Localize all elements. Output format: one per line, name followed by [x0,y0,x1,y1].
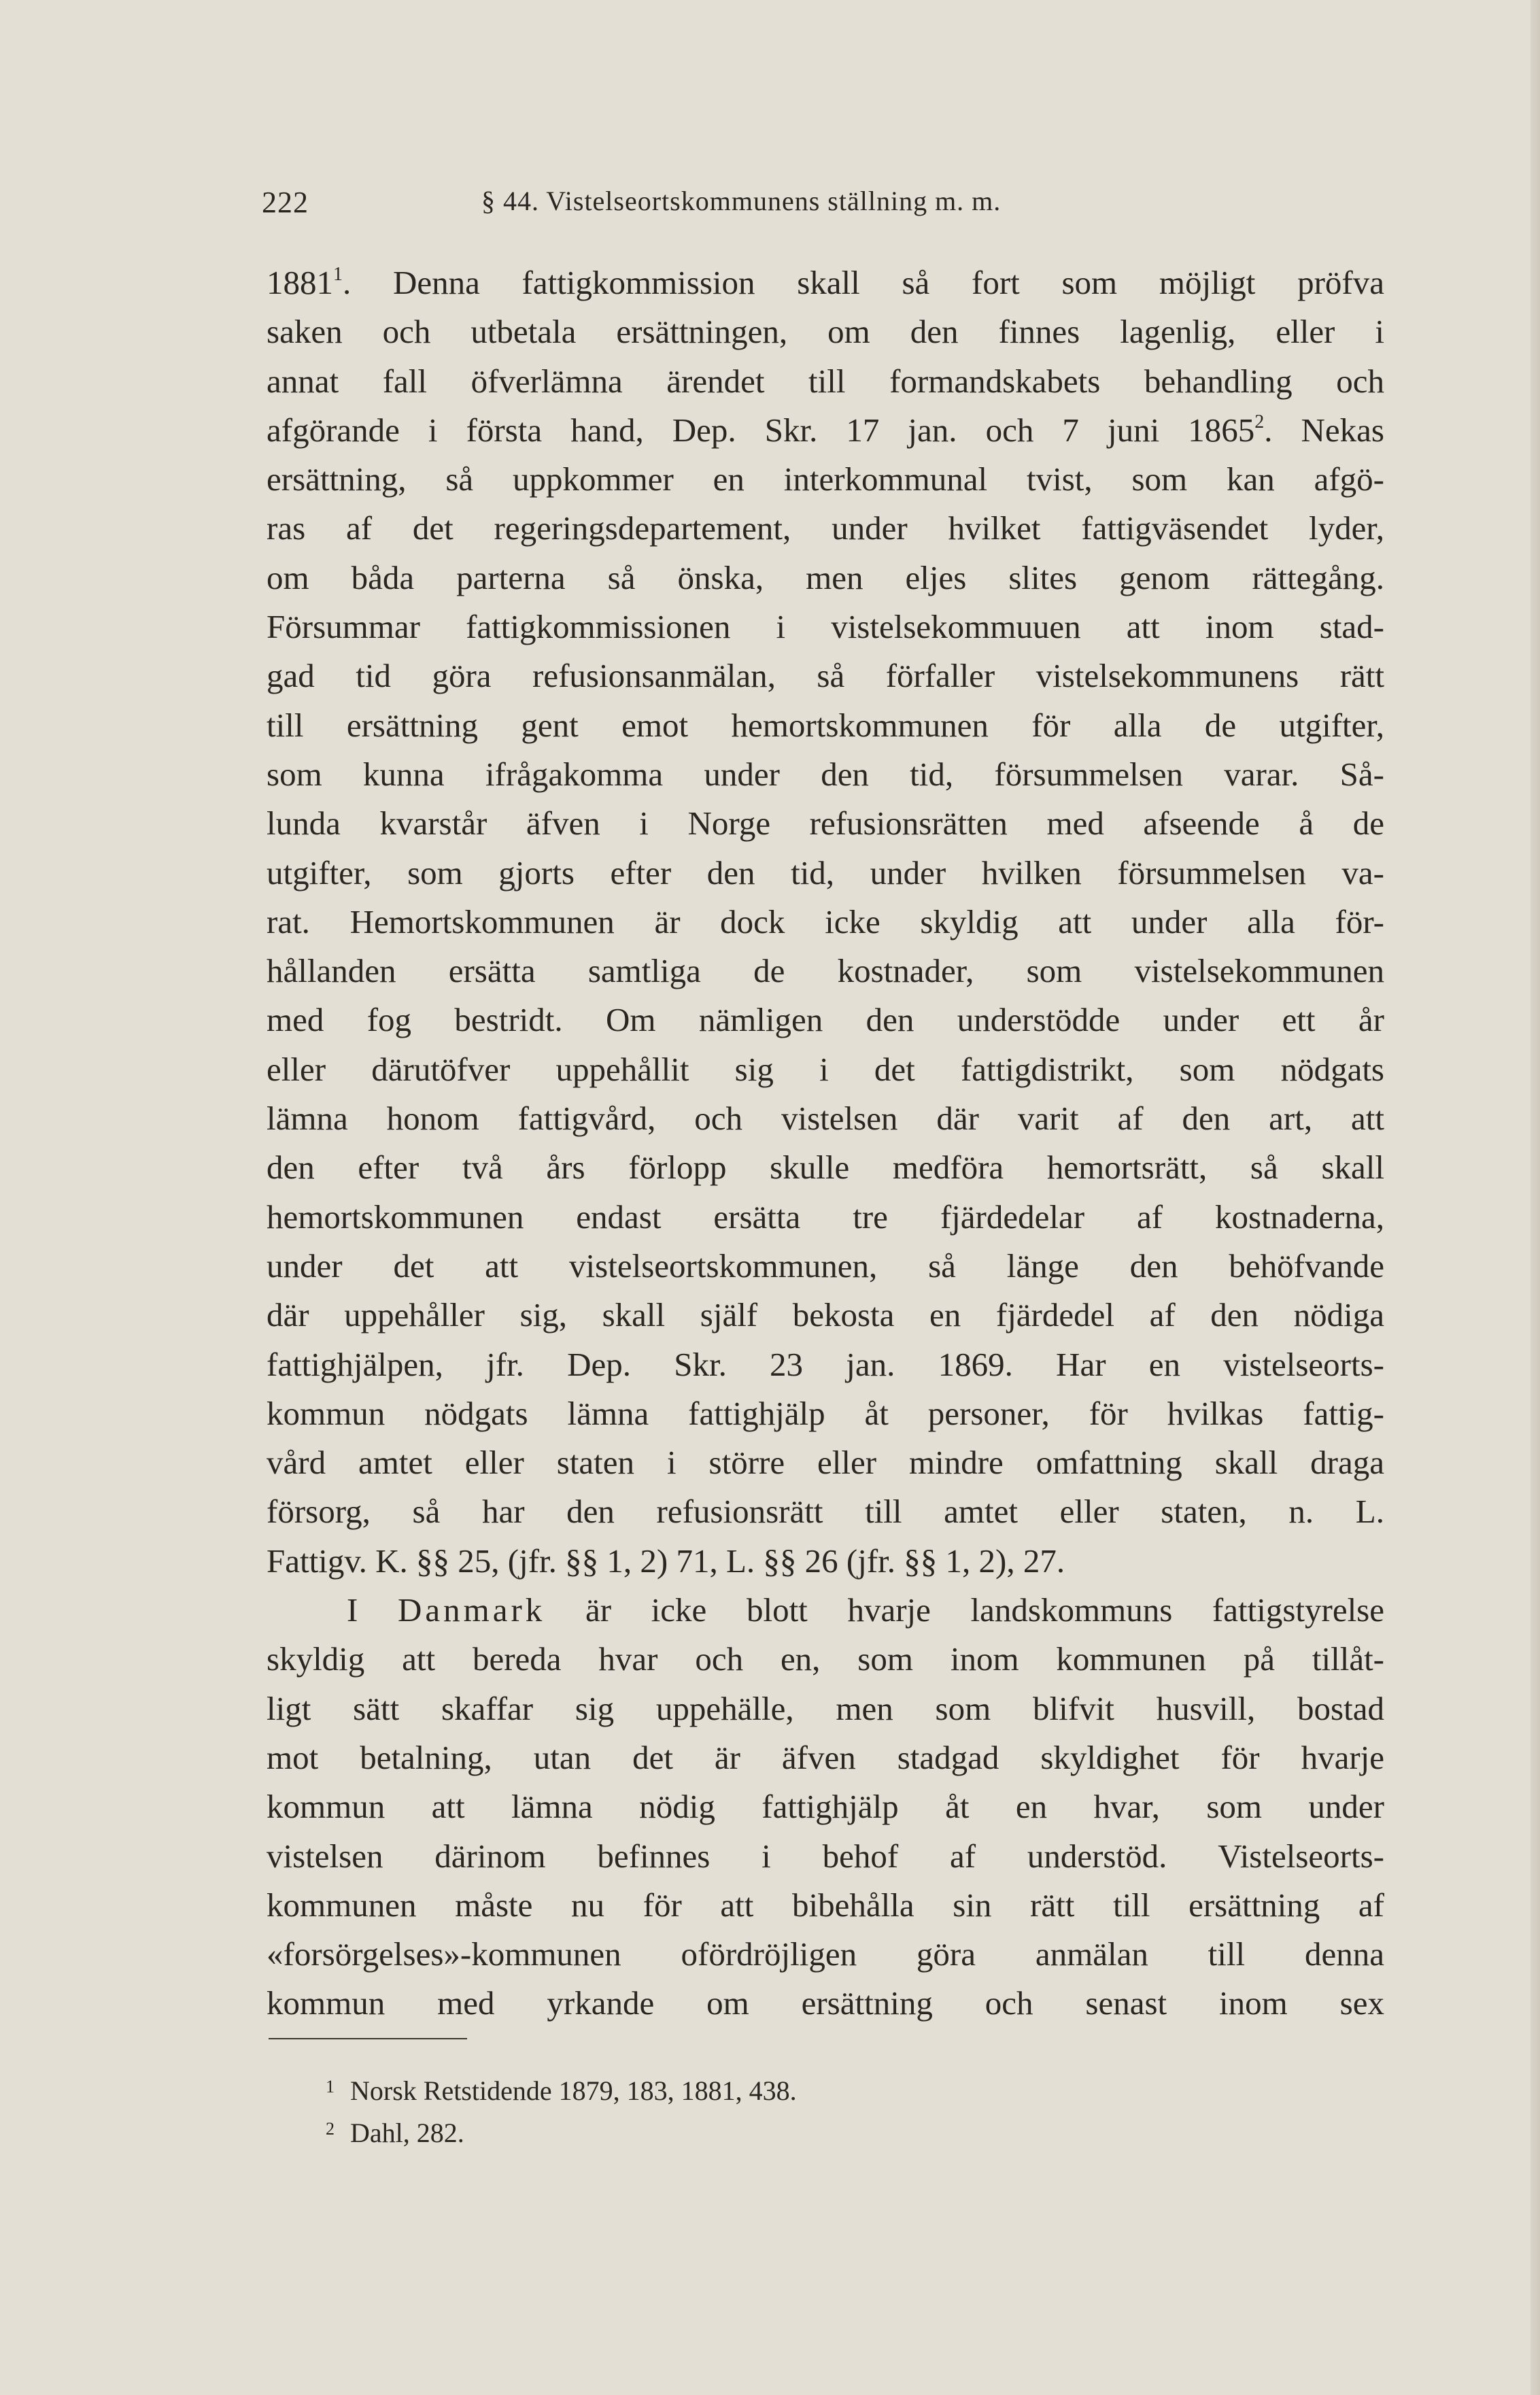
text-line: om båda parterna så önska, men eljes slites genom rättegång. [267,558,1384,596]
text-line: afgörande i första hand, Dep. Skr. 17 jan. och 7 juni 1865$^2$. Nekas [267,411,1384,449]
text-line: I Danmark är icke blott hvarje landskommuns fattigstyrelse [347,1591,1384,1629]
text-line: under det att vistelseortskommunen, så länge den behöfvande [267,1246,1384,1285]
text-line: fattighjälpen, jfr. Dep. Skr. 23 jan. 1869. Har en vistelseorts- [267,1345,1384,1383]
page-number: 222 [262,186,309,219]
text-line: där uppehåller sig, skall själf bekosta en fjärdedel af den nödiga [267,1296,1384,1334]
text-line: kommun med yrkande om ersättning och senast inom sex [267,1984,1384,2022]
footnote-mark: 2 [326,2119,335,2139]
text-line: ersättning, så uppkommer en interkommunal tvist, som kan afgö- [267,460,1384,498]
text-line: vistelsen därinom befinnes i behof af understöd. Vistelseorts- [267,1837,1384,1875]
text-line: ras af det regeringsdepartement, under hvilket fattigväsendet lyder, [267,509,1384,547]
text-line: 1881$^1$. Denna fattigkommission skall så fort som möjligt pröfva [267,264,1384,301]
text-line: lunda kvarstår äfven i Norge refusionsrätten med afseende å de [267,804,1384,843]
text-line: hemortskommunen endast ersätta tre fjärdedelar af kostnaderna, [267,1198,1384,1236]
text-line: till ersättning gent emot hemortskommunen för alla de utgifter, [267,706,1384,744]
text-line: eller därutöfver uppehållit sig i det fattigdistrikt, som nödgats [267,1050,1384,1088]
body-text [267,258,1384,2028]
text-line: annat fall öfverlämna ärendet till formandskabets behandling och [267,362,1384,400]
section-title: § 44. Vistelseortskommunens ställning m. m. [481,186,1002,216]
text-line: skyldig att bereda hvar och en, som inom kommunen på tillåt- [267,1640,1384,1678]
text-line: Fattigv. K. §§ 25, (jfr. §§ 1, 2) 71, L. §§ 26 (jfr. §§ 1, 2), 27. [267,1542,1065,1580]
footnote-ref: 2 [1254,411,1265,432]
running-head [262,175,1350,223]
text-line: «forsörgelses»-kommunen ofördröjligen göra anmälan till denna [267,1935,1384,1973]
text-line: Försummar fattigkommissionen i vistelsekommuuen att inom stad- [267,608,1384,646]
page-edge-shadow [1530,0,1540,2395]
text-line: som kunna ifrågakomma under den tid, försummelsen varar. Så- [267,755,1384,793]
text-line: rat. Hemortskommunen är dock icke skyldig att under alla för- [267,902,1384,940]
text-line: ligt sätt skaffar sig uppehälle, men som blifvit husvill, bostad [267,1689,1384,1727]
text-line: mot betalning, utan det är äfven stadgad skyldighet för hvarje [267,1738,1384,1776]
text-line: lämna honom fattigvård, och vistelsen där varit af den art, att [267,1100,1384,1138]
text-line: den efter två års förlopp skulle medföra hemortsrätt, så skall [267,1149,1384,1187]
text-line: kommun att lämna nödig fattighjälp åt en hvar, som under [267,1788,1384,1826]
text-line: hållanden ersätta samtliga de kostnader, som vistelsekommunen [267,952,1384,990]
text-line: försorg, så har den refusionsrätt till amtet eller staten, n. L. [267,1493,1384,1531]
text-line: saken och utbetala ersättningen, om den finnes lagenlig, eller i [267,313,1384,351]
text-line: kommun nödgats lämna fattighjälp åt personer, för hvilkas fattig- [267,1394,1384,1432]
footnote-mark: 1 [326,2077,335,2096]
text-line: utgifter, som gjorts efter den tid, under hvilken försummelsen va- [267,853,1384,891]
emphasized-country: Danmark [397,1591,546,1629]
text-line: kommunen måste nu för att bibehålla sin rätt till ersättning af [267,1886,1384,1924]
text-line: med fog bestridt. Om nämligen den understödde under ett år [267,1001,1384,1039]
text-line: gad tid göra refusionsanmälan, så förfaller vistelsekommunens rätt [267,657,1384,695]
footnote: 1 Norsk Retstidende 1879, 183, 1881, 438. [350,2070,1302,2112]
text-line: vård amtet eller staten i större eller mindre omfattning skall draga [267,1444,1384,1482]
footnote-divider [269,2038,467,2039]
footnotes [326,2070,1302,2154]
footnote: 2 Dahl, 282. [350,2112,1302,2154]
footnote-ref: 1 [333,264,343,285]
